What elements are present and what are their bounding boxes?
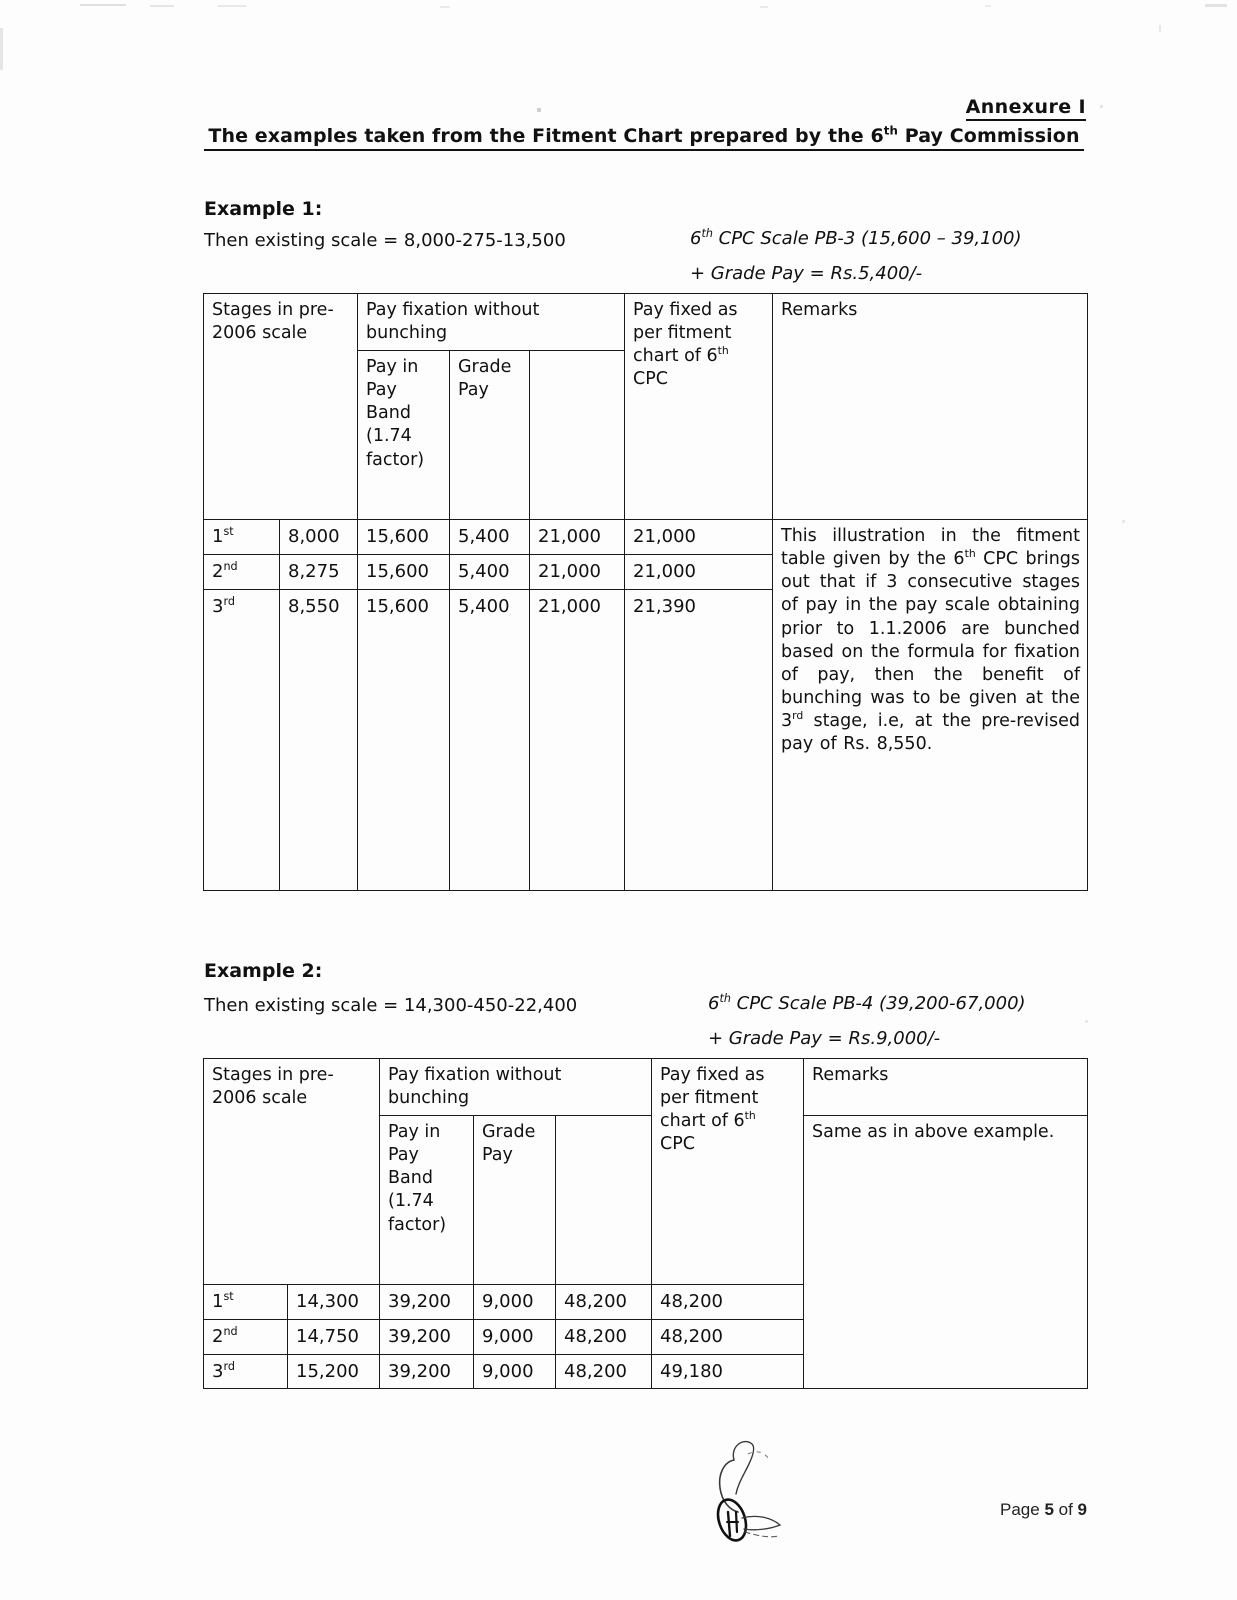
example-1-row-1-pay-fixed-fitment: 21,000 <box>625 554 773 589</box>
footer-page-current: 5 <box>1044 1500 1054 1519</box>
scan-artifact <box>1205 4 1227 7</box>
example-1-row-1-grade-pay: 5,400 <box>450 554 530 589</box>
example-2-header-remarks: Remarks <box>804 1059 1088 1116</box>
example-2-header-pay-fixed-suffix: CPC <box>660 1134 696 1155</box>
example-2-row-2-stage-number: 3 <box>212 1360 224 1382</box>
example-2-row-1-stage-ordinal: nd <box>223 1324 238 1338</box>
scan-artifact <box>150 5 174 7</box>
example-1-row-2-stage-number: 3 <box>212 595 224 617</box>
example-1-existing-scale: Then existing scale = 8,000-275-13,500 <box>204 230 566 251</box>
example-2-row-2-pre2006-pay: 15,200 <box>288 1354 380 1389</box>
example-2-fitment-table <box>203 1058 1088 1389</box>
scan-artifact <box>1085 1020 1088 1023</box>
scan-artifact <box>985 5 991 7</box>
footer-page-prefix: Page <box>1000 1500 1045 1519</box>
example-2-row-0-pay-in-pay-band: 39,200 <box>380 1285 474 1320</box>
example-1-row-2-grade-pay: 5,400 <box>450 589 530 890</box>
example-2-row-1-pay-in-pay-band: 39,200 <box>380 1319 474 1354</box>
example-1-row-0-stage-ordinal: st <box>223 525 234 539</box>
example-2-cpc-text: CPC Scale PB-4 (39,200-67,000) <box>730 993 1026 1014</box>
example-1-row-2-pre2006-pay: 8,550 <box>280 589 358 890</box>
example-2-cpc-ordinal-suffix: th <box>719 992 731 1005</box>
example-1-row-1-pay-in-pay-band: 15,600 <box>358 554 450 589</box>
annexure-label: Annexure I <box>966 96 1086 121</box>
example-2-remarks-cell: Same as in above example. <box>804 1116 1088 1389</box>
example-2-row-1-grade-pay: 9,000 <box>474 1319 556 1354</box>
example-2-row-0-pre2006-pay: 14,300 <box>288 1285 380 1320</box>
scan-artifact <box>1122 520 1125 523</box>
scan-artifact <box>760 6 768 8</box>
example-1-remarks-part-1: This illustration in the fitment table given by the 6 <box>781 526 1081 570</box>
example-1-remarks-ordinal-2: rd <box>792 709 804 723</box>
footer-page-total: 9 <box>1077 1500 1087 1519</box>
example-1-row-2-pay-in-pay-band: 15,600 <box>358 589 450 890</box>
example-1-row-0-total: 21,000 <box>530 520 625 555</box>
example-1-subheader-total <box>530 351 625 520</box>
footer-page-number <box>1000 1500 1087 1520</box>
example-1-grade-pay: + Grade Pay = Rs.5,400/- <box>690 263 923 284</box>
example-2-row-0-stage-number: 1 <box>212 1291 224 1313</box>
example-1-row-1-stage <box>204 554 280 589</box>
example-1-row-0-pay-in-pay-band: 15,600 <box>358 520 450 555</box>
example-1-cpc-text: CPC Scale PB-3 (15,600 – 39,100) <box>712 228 1022 249</box>
example-1-subheader-grade-pay: Grade Pay <box>450 351 530 520</box>
example-1-label: Example 1: <box>204 198 323 220</box>
example-2-grade-pay: + Grade Pay = Rs.9,000/- <box>708 1028 941 1049</box>
example-2-header-pay-fixation: Pay fixation without bunching <box>380 1059 652 1116</box>
example-1-row-0-grade-pay: 5,400 <box>450 520 530 555</box>
example-2-row-1-stage-number: 2 <box>212 1325 224 1347</box>
example-1-remarks-ordinal-1: th <box>964 547 976 561</box>
example-2-row-2-grade-pay: 9,000 <box>474 1354 556 1389</box>
example-2-row-2-stage <box>204 1354 288 1389</box>
example-2-row-0-grade-pay: 9,000 <box>474 1285 556 1320</box>
page-title-text-before: The examples taken from the Fitment Chart prepared by the 6 <box>208 125 884 147</box>
example-2-row-2-pay-in-pay-band: 39,200 <box>380 1354 474 1389</box>
example-1-row-0-pay-fixed-fitment: 21,000 <box>625 520 773 555</box>
example-1-subheader-pay-in-pay-band: Pay in Pay Band (1.74 factor) <box>358 351 450 520</box>
example-1-row-0-stage-number: 1 <box>212 526 224 548</box>
example-2-header-row <box>204 1059 1088 1116</box>
example-2-label: Example 2: <box>204 960 323 982</box>
example-2-row-2-total: 48,200 <box>556 1354 652 1389</box>
example-2-row-0-pay-fixed-fitment: 48,200 <box>652 1285 804 1320</box>
example-1-row-1-stage-ordinal: nd <box>223 559 238 573</box>
example-2-cpc-scale <box>708 993 1026 1014</box>
example-1-remarks-part-3: stage, i.e, at the pre-revised pay of Rs. 8,550. <box>781 710 1081 755</box>
example-2-row-1-total: 48,200 <box>556 1319 652 1354</box>
example-2-header-stages: Stages in pre-2006 scale <box>204 1059 380 1285</box>
footer-page-middle: of <box>1053 1500 1078 1519</box>
example-1-row-2-total: 21,000 <box>530 589 625 890</box>
example-1-cpc-prefix: 6 <box>690 228 702 249</box>
example-2-header-pay-fixed-ordinal: th <box>744 1109 756 1123</box>
page-title-ordinal-suffix: th <box>883 123 898 138</box>
example-2-row-0-total: 48,200 <box>556 1285 652 1320</box>
table-row <box>204 520 1088 555</box>
example-2-header-pay-fixed <box>652 1059 804 1285</box>
example-1-header-row <box>204 294 1088 351</box>
example-1-header-pay-fixed-prefix: Pay fixed as per fitment chart of 6 <box>633 300 738 367</box>
scan-artifact <box>440 6 450 8</box>
example-1-fitment-table <box>203 293 1088 891</box>
scan-artifact <box>1100 105 1103 108</box>
example-1-header-stages: Stages in pre-2006 scale <box>204 294 358 520</box>
example-1-row-2-stage <box>204 589 280 890</box>
example-1-cpc-ordinal-suffix: th <box>701 227 713 240</box>
example-1-cpc-scale <box>690 228 1022 249</box>
example-1-header-pay-fixed-suffix: CPC <box>633 369 669 390</box>
example-2-row-2-pay-fixed-fitment: 49,180 <box>652 1354 804 1389</box>
scan-artifact <box>0 28 3 70</box>
example-1-row-1-pre2006-pay: 8,275 <box>280 554 358 589</box>
example-1-remarks-part-2: CPC brings out that if 3 consecutive stages of pay in the pay scale obtaining prior to 1.1.2006 are bunched based on the formula for fixation of pay, then the benefit of bunching was to be given at the 3 <box>781 549 1081 731</box>
example-2-subheader-pay-in-pay-band: Pay in Pay Band (1.74 factor) <box>380 1116 474 1285</box>
annexure-heading-row <box>196 96 1086 121</box>
example-2-row-1-pre2006-pay: 14,750 <box>288 1319 380 1354</box>
example-1-remarks-cell <box>773 520 1088 891</box>
example-1-row-2-stage-ordinal: rd <box>223 594 235 608</box>
example-1-header-remarks: Remarks <box>773 294 1088 520</box>
example-2-header-pay-fixed-prefix: Pay fixed as per fitment chart of 6 <box>660 1065 765 1132</box>
example-2-subheader-total <box>556 1116 652 1285</box>
example-1-header-pay-fixation: Pay fixation without bunching <box>358 294 625 351</box>
example-2-row-1-stage <box>204 1319 288 1354</box>
example-2-subheader-grade-pay: Grade Pay <box>474 1116 556 1285</box>
example-2-row-1-pay-fixed-fitment: 48,200 <box>652 1319 804 1354</box>
example-2-cpc-prefix: 6 <box>708 993 720 1014</box>
scan-artifact <box>80 4 126 6</box>
example-1-header-pay-fixed <box>625 294 773 520</box>
page-title-text-after: Pay Commission <box>897 125 1080 147</box>
example-1-row-1-stage-number: 2 <box>212 560 224 582</box>
example-2-row-0-stage-ordinal: st <box>223 1290 234 1304</box>
example-1-header-pay-fixed-ordinal: th <box>717 344 729 358</box>
example-2-existing-scale: Then existing scale = 14,300-450-22,400 <box>204 995 578 1016</box>
example-1-row-2-pay-fixed-fitment: 21,390 <box>625 589 773 890</box>
page-title <box>204 125 1084 151</box>
scan-artifact <box>1159 25 1161 32</box>
example-1-row-1-total: 21,000 <box>530 554 625 589</box>
example-2-row-2-stage-ordinal: rd <box>223 1359 235 1373</box>
example-1-row-0-stage <box>204 520 280 555</box>
example-2-row-0-stage <box>204 1285 288 1320</box>
signature-mark <box>690 1432 820 1552</box>
scan-artifact <box>218 5 246 7</box>
example-1-row-0-pre2006-pay: 8,000 <box>280 520 358 555</box>
